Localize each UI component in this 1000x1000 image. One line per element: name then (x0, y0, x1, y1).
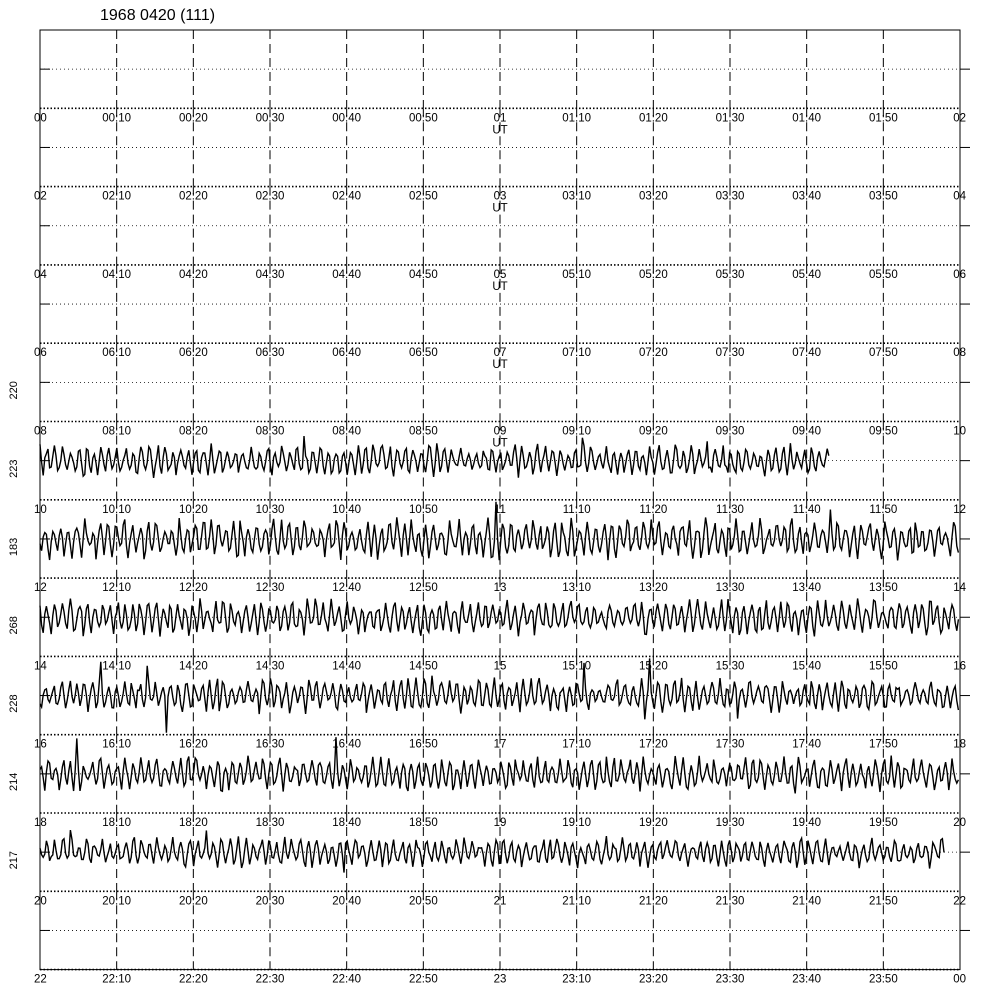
time-tick-label: 06:40 (332, 347, 362, 360)
time-tick-label: 08:40 (332, 425, 362, 438)
time-tick-label: 05:40 (792, 268, 822, 281)
time-tick-label: 14:30 (255, 660, 285, 673)
time-tick-label: 04:50 (408, 268, 438, 281)
time-tick-label: 00:10 (102, 112, 132, 125)
row-scale-label: 183 (8, 537, 20, 557)
time-tick-label: 02:10 (102, 190, 132, 203)
time-tick-label: 15:40 (792, 660, 822, 673)
time-tick-label: 21:20 (638, 895, 668, 908)
time-tick-label: 00:40 (332, 112, 362, 125)
time-tick-label: 12:30 (255, 582, 285, 595)
time-tick-label: 23:20 (638, 973, 668, 986)
time-tick-label: 09:20 (638, 425, 668, 438)
time-tick-label: 19:50 (868, 817, 898, 829)
time-tick-label: 14:10 (102, 660, 132, 673)
time-tick-label: 18 (953, 738, 966, 751)
time-tick-label: 16 (953, 660, 966, 673)
time-tick-label: 00 (34, 112, 47, 125)
time-tick-label: 10:20 (178, 503, 208, 516)
time-tick-label: 10 (34, 503, 47, 516)
ut-axis-label: UT (492, 202, 508, 215)
time-tick-label: 21:40 (792, 895, 822, 908)
time-tick-label: 03:40 (792, 190, 822, 203)
time-tick-label: 12:50 (408, 582, 438, 595)
time-tick-label: 10:40 (332, 503, 362, 516)
time-tick-label: 21:30 (715, 895, 745, 908)
time-tick-label: 03 (493, 190, 507, 203)
time-tick-label: 11:20 (639, 503, 668, 516)
time-tick-label: 22:50 (408, 973, 438, 986)
time-tick-label: 02:40 (332, 190, 362, 203)
time-tick-label: 16:20 (178, 738, 208, 751)
chart-title: 1968 0420 (111) (100, 7, 216, 24)
time-tick-label: 10:50 (408, 503, 438, 516)
time-tick-label: 09 (493, 425, 507, 438)
time-tick-label: 04:10 (102, 268, 132, 281)
time-tick-label: 04:40 (332, 268, 362, 281)
time-tick-label: 13:10 (562, 582, 592, 595)
time-tick-label: 19 (493, 817, 507, 829)
time-tick-label: 11:40 (792, 503, 821, 516)
time-tick-label: 07:30 (715, 347, 745, 360)
time-tick-label: 12:20 (178, 582, 208, 595)
time-tick-label: 17:20 (638, 738, 668, 751)
time-tick-label: 12:40 (332, 582, 362, 595)
time-tick-label: 21:10 (562, 895, 592, 908)
time-tick-label: 22:20 (178, 973, 208, 986)
time-tick-label: 08:20 (178, 425, 208, 438)
time-tick-label: 02 (953, 112, 966, 125)
row-scale-label: 214 (8, 772, 20, 792)
time-tick-label: 07:20 (638, 347, 668, 360)
row-scale-label: 217 (8, 850, 20, 870)
time-tick-label: 17:50 (868, 738, 898, 751)
time-tick-label: 07:50 (868, 347, 898, 360)
time-tick-label: 00:50 (408, 112, 438, 125)
time-tick-label: 23:30 (715, 973, 745, 986)
time-tick-label: 04 (34, 268, 47, 281)
time-tick-label: 20:10 (102, 895, 132, 908)
time-tick-label: 13:30 (715, 582, 745, 595)
time-tick-label: 15:10 (562, 660, 592, 673)
time-tick-label: 10:30 (255, 503, 285, 516)
row-scale-label: 268 (8, 616, 20, 635)
time-tick-label: 08 (953, 347, 966, 360)
time-tick-label: 15:30 (715, 660, 745, 673)
time-tick-label: 06:30 (255, 347, 285, 360)
time-tick-label: 14 (953, 582, 966, 595)
time-tick-label: 19:20 (638, 817, 668, 829)
time-tick-label: 12 (34, 582, 47, 595)
time-tick-label: 20:40 (332, 895, 362, 908)
time-tick-label: 08:10 (102, 425, 132, 438)
time-tick-label: 09:40 (792, 425, 822, 438)
time-tick-label: 14:20 (178, 660, 208, 673)
time-tick-label: 15 (493, 660, 507, 673)
time-tick-label: 04 (953, 190, 966, 203)
ut-axis-label: UT (492, 437, 508, 450)
time-tick-label: 13:40 (792, 582, 822, 595)
time-tick-label: 11:50 (869, 503, 898, 516)
time-tick-label: 04:20 (178, 268, 208, 281)
time-tick-label: 21:50 (868, 895, 898, 908)
time-tick-label: 15:20 (638, 660, 668, 673)
time-tick-label: 22:10 (102, 973, 132, 986)
ut-axis-label: UT (492, 359, 508, 372)
time-tick-label: 07:40 (792, 347, 822, 360)
time-tick-label: 17:40 (792, 738, 822, 751)
time-tick-label: 05:10 (562, 268, 592, 281)
time-tick-label: 16:40 (332, 738, 362, 751)
time-tick-label: 01:40 (792, 112, 822, 125)
time-tick-label: 19:30 (715, 817, 745, 829)
time-tick-label: 03:30 (715, 190, 745, 203)
time-tick-label: 01:20 (638, 112, 668, 125)
time-tick-label: 16 (34, 738, 47, 751)
time-tick-label: 20:20 (178, 895, 208, 908)
time-tick-label: 20 (953, 817, 966, 829)
time-tick-label: 12:10 (102, 582, 132, 595)
time-tick-label: 23:10 (562, 973, 592, 986)
time-tick-label: 14:40 (332, 660, 362, 673)
time-tick-label: 18 (34, 817, 47, 829)
time-tick-label: 03:20 (638, 190, 668, 203)
time-tick-label: 05:30 (715, 268, 745, 281)
time-tick-label: 17:30 (715, 738, 745, 751)
time-tick-label: 18:40 (332, 817, 362, 829)
time-tick-label: 22:30 (255, 973, 285, 986)
time-tick-label: 16:50 (408, 738, 438, 751)
time-tick-label: 22:40 (332, 973, 362, 986)
time-tick-label: 17 (493, 738, 507, 751)
time-tick-label: 11:30 (716, 503, 744, 516)
time-tick-label: 21 (493, 895, 507, 908)
row-scale-label: 220 (8, 381, 20, 400)
time-tick-label: 00:20 (178, 112, 208, 125)
time-tick-label: 23 (493, 973, 507, 986)
time-tick-label: 02:50 (408, 190, 438, 203)
time-tick-label: 20 (34, 895, 47, 908)
time-tick-label: 20:50 (408, 895, 438, 908)
time-tick-label: 16:30 (255, 738, 285, 751)
time-tick-label: 09:50 (868, 425, 898, 438)
time-tick-label: 02:30 (255, 190, 285, 203)
ut-axis-label: UT (492, 124, 508, 137)
time-tick-label: 06:50 (408, 347, 438, 360)
time-tick-label: 19:40 (792, 817, 822, 829)
time-tick-label: 18:50 (408, 817, 438, 829)
time-tick-label: 05:20 (638, 268, 668, 281)
time-tick-label: 11:10 (562, 503, 591, 516)
time-tick-label: 16:10 (102, 738, 132, 751)
time-tick-label: 22 (34, 973, 47, 986)
time-tick-label: 20:30 (255, 895, 285, 908)
time-tick-label: 00 (953, 973, 966, 986)
time-tick-label: 00:30 (255, 112, 285, 125)
time-tick-label: 10:10 (102, 503, 132, 516)
time-tick-label: 01 (493, 112, 507, 125)
time-tick-label: 23:50 (868, 973, 898, 986)
time-tick-label: 22 (953, 895, 966, 908)
time-tick-label: 11 (494, 503, 506, 516)
time-tick-label: 03:10 (562, 190, 592, 203)
time-tick-label: 14 (34, 660, 47, 673)
time-tick-label: 13:20 (638, 582, 668, 595)
time-tick-label: 08 (34, 425, 47, 438)
seismic-trace (40, 830, 944, 873)
time-tick-label: 08:30 (255, 425, 285, 438)
time-tick-label: 02:20 (178, 190, 208, 203)
time-tick-label: 10 (953, 425, 966, 438)
row-scale-label: 223 (8, 459, 20, 478)
time-tick-label: 13 (493, 582, 507, 595)
time-tick-label: 17:10 (562, 738, 592, 751)
time-tick-label: 23:40 (792, 973, 822, 986)
chart-rows (8, 30, 970, 986)
time-tick-label: 03:50 (868, 190, 898, 203)
time-tick-label: 15:50 (868, 660, 898, 673)
time-tick-label: 13:50 (868, 582, 898, 595)
time-tick-label: 14:50 (408, 660, 438, 673)
time-tick-label: 01:10 (562, 112, 592, 125)
time-tick-label: 08:50 (408, 425, 438, 438)
time-tick-label: 06 (34, 347, 47, 360)
row-scale-label: 228 (8, 694, 20, 713)
time-tick-label: 06 (953, 268, 966, 281)
time-tick-label: 09:30 (715, 425, 745, 438)
time-tick-label: 04:30 (255, 268, 285, 281)
time-tick-label: 12 (953, 503, 966, 516)
time-tick-label: 19:10 (562, 817, 592, 829)
time-tick-label: 01:50 (868, 112, 898, 125)
seismic-trace (40, 436, 829, 478)
ut-axis-label: UT (492, 280, 508, 293)
time-tick-label: 18:20 (178, 817, 208, 829)
time-tick-label: 18:30 (255, 817, 285, 829)
time-tick-label: 07:10 (562, 347, 592, 360)
time-tick-label: 06:10 (102, 347, 132, 360)
time-tick-label: 06:20 (178, 347, 208, 360)
time-tick-label: 18:10 (102, 817, 132, 829)
time-tick-label: 01:30 (715, 112, 745, 125)
time-tick-label: 05:50 (868, 268, 898, 281)
time-tick-label: 05 (493, 268, 507, 281)
time-tick-label: 07 (493, 347, 507, 360)
time-tick-label: 02 (34, 190, 47, 203)
time-tick-label: 09:10 (562, 425, 592, 438)
